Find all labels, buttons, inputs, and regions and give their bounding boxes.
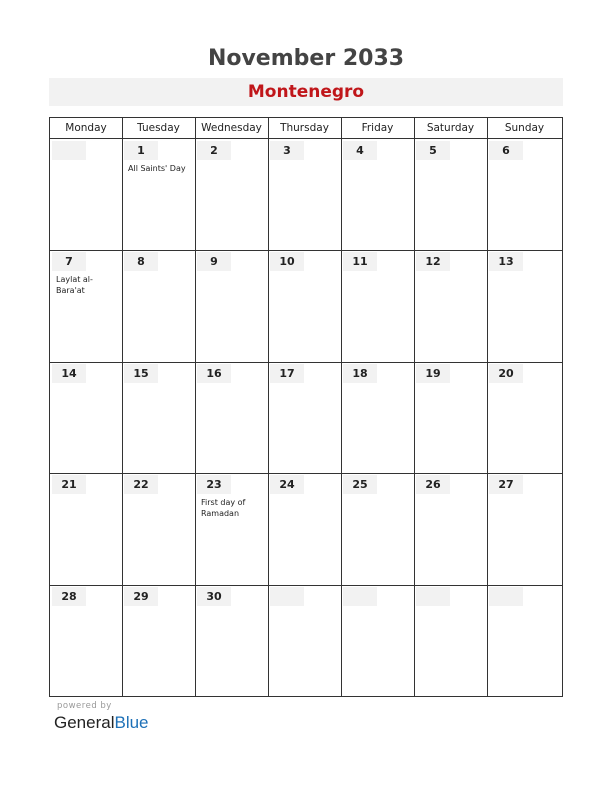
day-cell-10 (269, 251, 341, 361)
day-number: 18 (343, 364, 377, 383)
day-number: 19 (416, 364, 450, 383)
day-cell-25 (342, 474, 414, 584)
weekday-header-monday: Monday (65, 122, 107, 134)
day-cell-3 (269, 140, 341, 250)
day-cell-19 (415, 363, 487, 473)
day-number: 3 (270, 141, 304, 160)
day-number: 10 (270, 252, 304, 271)
day-cell-17 (269, 363, 341, 473)
day-number (52, 141, 86, 160)
day-cell-16 (196, 363, 268, 473)
holiday-label: All Saints' Day (128, 164, 186, 173)
day-cell-11 (342, 251, 414, 361)
day-cell-14 (51, 363, 122, 473)
day-number: 21 (52, 475, 86, 494)
day-number: 1 (124, 141, 158, 160)
day-number: 20 (489, 364, 523, 383)
generalblue-logo[interactable] (54, 713, 149, 733)
day-cell-21 (51, 474, 122, 584)
weekday-header-friday: Friday (361, 122, 394, 134)
day-cell-24 (269, 474, 341, 584)
empty-day-cell (415, 586, 487, 696)
day-number: 4 (343, 141, 377, 160)
calendar-grid (49, 117, 563, 697)
day-number: 24 (270, 475, 304, 494)
day-cell-9 (196, 251, 268, 361)
weekday-header-wednesday: Wednesday (201, 122, 262, 134)
day-cell-27 (488, 474, 562, 584)
day-number: 17 (270, 364, 304, 383)
weekday-header-row (50, 118, 562, 139)
empty-day-cell (342, 586, 414, 696)
day-number: 7 (52, 252, 86, 271)
day-number (416, 587, 450, 606)
country-name: Montenegro (247, 82, 365, 102)
brand-general-text: General (54, 713, 115, 732)
day-number: 5 (416, 141, 450, 160)
day-number: 30 (197, 587, 231, 606)
day-cell-6 (488, 140, 562, 250)
day-number: 14 (52, 364, 86, 383)
day-cell-26 (415, 474, 487, 584)
day-cell-13 (488, 251, 562, 361)
day-number: 13 (489, 252, 523, 271)
day-cell-12 (415, 251, 487, 361)
day-number (489, 587, 523, 606)
brand-blue-text: Blue (114, 713, 149, 732)
weekday-header-saturday: Saturday (426, 122, 475, 134)
day-number: 9 (197, 252, 231, 271)
empty-day-cell (269, 586, 341, 696)
day-cell-22 (123, 474, 195, 584)
day-number: 8 (124, 252, 158, 271)
day-cell-4 (342, 140, 414, 250)
day-cell-8 (123, 251, 195, 361)
day-number: 23 (197, 475, 231, 494)
weekday-header-thursday: Thursday (280, 122, 329, 134)
day-number: 15 (124, 364, 158, 383)
powered-by-label: powered by (57, 701, 112, 711)
day-number: 28 (52, 587, 86, 606)
day-number: 11 (343, 252, 377, 271)
day-number: 26 (416, 475, 450, 494)
day-cell-20 (488, 363, 562, 473)
day-number (343, 587, 377, 606)
holiday-label: Laylat al-Bara'at (56, 275, 93, 295)
day-cell-18 (342, 363, 414, 473)
day-number: 6 (489, 141, 523, 160)
day-cell-5 (415, 140, 487, 250)
day-cell-28 (51, 586, 122, 696)
weekday-header-sunday: Sunday (504, 122, 545, 134)
holiday-label: First day of Ramadan (201, 498, 246, 518)
empty-day-cell (488, 586, 562, 696)
day-cell-7 (51, 251, 122, 361)
day-number: 27 (489, 475, 523, 494)
day-number: 2 (197, 141, 231, 160)
day-number: 22 (124, 475, 158, 494)
day-number: 16 (197, 364, 231, 383)
day-number (270, 587, 304, 606)
day-number: 12 (416, 252, 450, 271)
day-number: 29 (124, 587, 158, 606)
calendar-title: November 2033 (207, 46, 405, 71)
day-cell-23 (196, 474, 268, 584)
day-cell-30 (196, 586, 268, 696)
country-banner (49, 78, 563, 106)
empty-day-cell (51, 140, 122, 250)
day-cell-29 (123, 586, 195, 696)
weekday-header-tuesday: Tuesday (137, 122, 180, 134)
day-cell-1 (123, 140, 195, 250)
day-cell-15 (123, 363, 195, 473)
day-cell-2 (196, 140, 268, 250)
day-number: 25 (343, 475, 377, 494)
